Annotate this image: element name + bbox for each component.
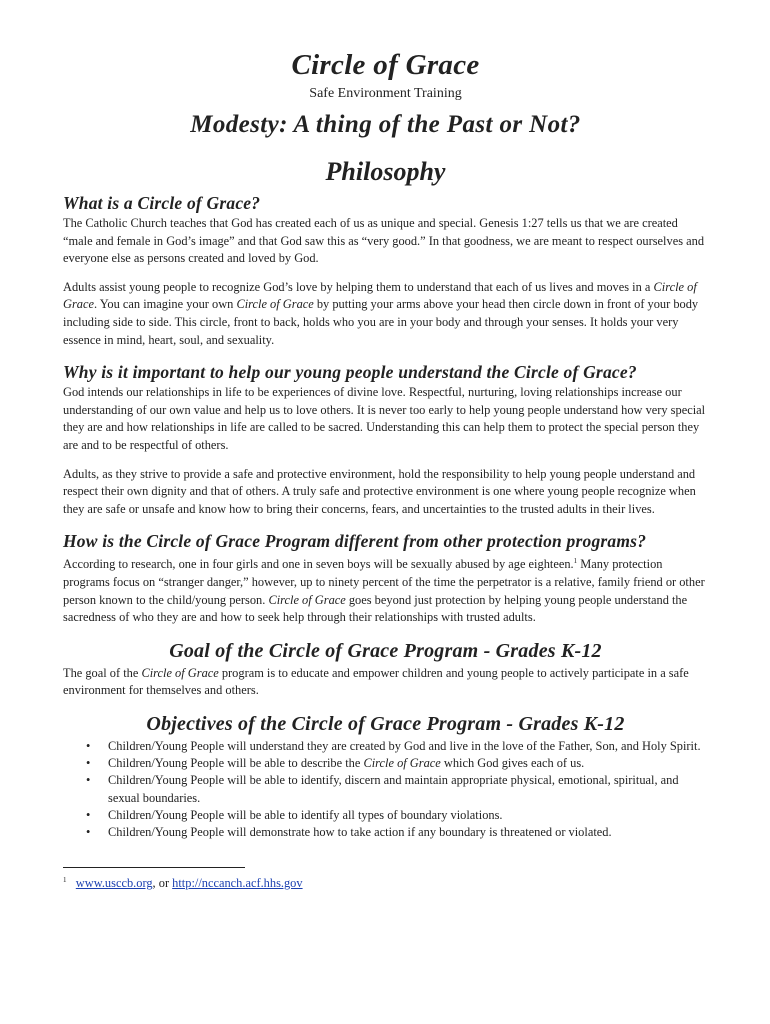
paragraph-goal: The goal of the Circle of Grace program is to educate and empower children and young people to actively participate in a safe environment for themselves and others.: [63, 665, 689, 698]
nccanch-link[interactable]: http://nccanch.acf.hhs.gov: [172, 876, 303, 891]
footnote-ref: 1: [573, 557, 578, 566]
footnote: $^1$ www.usccb.org, or http://nccanch.acf.hhs.gov: [63, 876, 303, 891]
document-title: Circle of Grace: [291, 49, 480, 81]
document-page: [63, 45, 708, 892]
document-subtitle: Safe Environment Training: [309, 86, 462, 101]
footnote-divider: [63, 867, 245, 868]
list-item: • Children/Young People will be able to describe the Circle of Grace which God gives each of us.: [108, 755, 708, 772]
paragraph-what-2: Adults assist young people to recognize God’s love by helping them to understand that each of us lives and moves in a Circle of Grace. You can imagine your own Circle of Grace by putting your arms above your head then circle down in front of your body including side to side. This circle, front to back, holds who you are in your body and through your senses. It holds your very essence in mind, heart, soul, and sexuality.: [63, 279, 699, 347]
goal-heading: Goal of the Circle of Grace Program - Grades K-12: [169, 639, 602, 662]
question-heading-why: Why is it important to help our young people understand the Circle of Grace?: [63, 362, 637, 383]
objectives-list: [63, 738, 708, 841]
list-item: • Children/Young People will demonstrate how to take action if any boundary is threatened or violated.: [108, 824, 708, 841]
paragraph-how: According to research, one in four girls and one in seven boys will be sexually abused by age eighteen.$^1$ Many protection programs focus on “stranger danger,” however, up to ninety percent of the time the perpetrator is a relative, family friend or other person known to the child/young person. Circle of Grace goes beyond just protection by helping young people understand the sacredness of who they are and how to seek help through their relationships with trusted adults.: [63, 557, 705, 625]
topic-heading: Modesty: A thing of the Past or Not?: [190, 111, 581, 138]
objectives-heading: Objectives of the Circle of Grace Program - Grades K-12: [146, 713, 625, 735]
section-heading-philosophy: Philosophy: [325, 157, 446, 186]
usccb-link[interactable]: www.usccb.org: [75, 876, 153, 891]
list-item: • Children/Young People will understand they are created by God and live in the love of the Father, Son, and Holy Spirit.: [108, 738, 708, 755]
question-heading-what: What is a Circle of Grace?: [63, 193, 261, 213]
paragraph-what-1: The Catholic Church teaches that God has created each of us as unique and special. Genesis 1:27 tells us that we are created “male and female in God’s image” and that God saw this as “very good.” In that goodness, we are meant to respect ourselves and everyone else as persons created and loved by God.: [63, 216, 705, 266]
paragraph-why-2: Adults, as they strive to provide a safe and protective environment, hold the responsibility to help young people understand and respect their own dignity and that of others. A truly safe and protective environment is one where young people recognize when they are safe or unsafe and know how to bring their concerns, fears, and uncertainties to the trusted adults in their lives.: [63, 466, 696, 516]
list-item: • Children/Young People will be able to identify, discern and maintain appropriate physical, emotional, spiritual, and sexual boundaries.: [108, 772, 708, 806]
question-heading-how: How is the Circle of Grace Program different from other protection programs?: [63, 531, 647, 552]
paragraph-why-1: God intends our relationships in life to be experiences of divine love. Respectful, nurturing, loving relationships increase our understanding of our own value and help us to love others. It is never too early to help young people understand how very special they are and how relationships in life are called to be sacred. Understanding this can help them to protect the special person they are and to be respectful of others.: [63, 385, 706, 452]
list-item: • Children/Young People will be able to identify all types of boundary violations.: [108, 807, 708, 824]
